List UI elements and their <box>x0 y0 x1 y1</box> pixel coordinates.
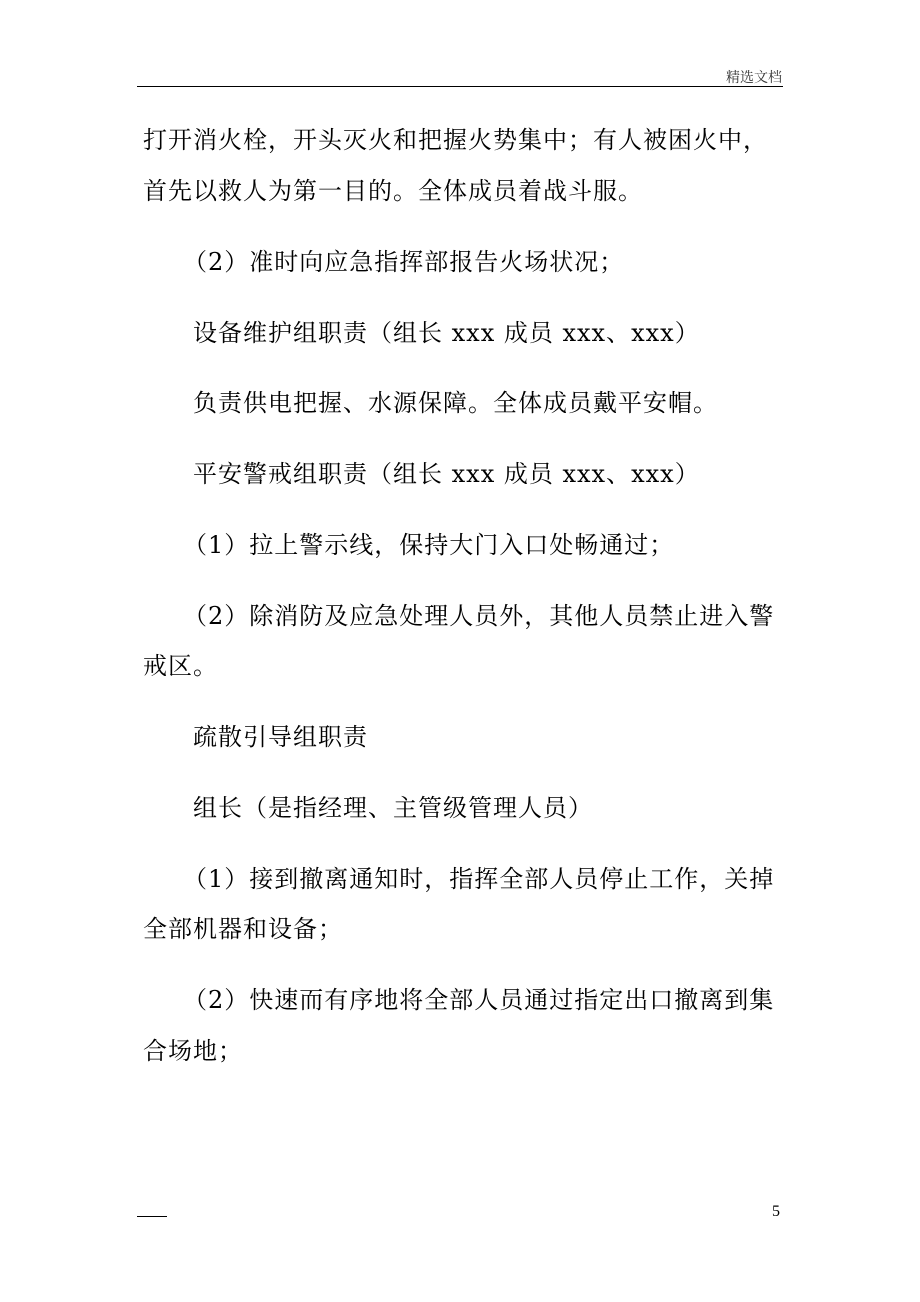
body-line: 负责供电把握、水源保障。全体成员戴平安帽。 <box>193 389 718 417</box>
body-line: 疏散引导组职责 <box>193 723 368 751</box>
body-line: （1）拉上警示线，保持大门入口处畅通过； <box>183 531 675 559</box>
page-number: 5 <box>772 1203 780 1220</box>
body-line: 打开消火栓，开头灭火和把握火势集中；有人被困火中， <box>143 126 768 154</box>
header-rule <box>137 86 783 87</box>
body-line: 全部机器和设备； <box>143 915 343 943</box>
body-line: （2）快速而有序地将全部人员通过指定出口撤离到集 <box>183 986 775 1014</box>
body-line: 合场地； <box>143 1037 243 1065</box>
footer-dash <box>137 1216 167 1217</box>
body-line: （2）除消防及应急处理人员外，其他人员禁止进入警 <box>183 602 775 630</box>
body-line: 设备维护组职责（组长 xxx 成员 xxx、xxx） <box>193 319 700 347</box>
body-line: 戒区。 <box>143 652 218 680</box>
body-line: 首先以救人为第一目的。全体成员着战斗服。 <box>143 177 643 205</box>
body-line: 组长（是指经理、主管级管理人员） <box>193 794 593 822</box>
body-line: （1）接到撤离通知时，指挥全部人员停止工作，关掉 <box>183 865 775 893</box>
header-label: 精选文档 <box>726 70 782 86</box>
body-line: 平安警戒组职责（组长 xxx 成员 xxx、xxx） <box>193 460 700 488</box>
body-line: （2）准时向应急指挥部报告火场状况； <box>183 248 625 276</box>
